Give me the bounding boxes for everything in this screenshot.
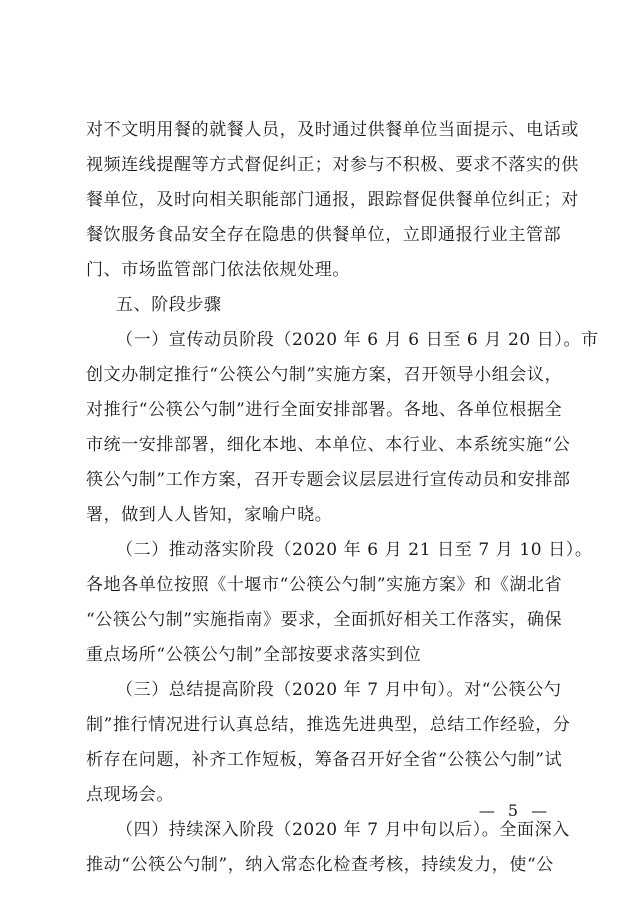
page-number: — 5 — xyxy=(478,801,552,820)
text-line: “公筷公勺制”实施指南》要求，全面抓好相关工作落实，确保 xyxy=(86,610,563,630)
body-text xyxy=(86,113,599,883)
text-line: 署，做到人人皆知，家喻户晓。 xyxy=(86,505,333,525)
paragraph-start-line: （二）推动落实阶段（2020 年 6 月 21 日至 7 月 10 日）。 xyxy=(116,540,593,560)
paragraph-start-line: （三）总结提高阶段（2020 年 7 月中旬）。对“公筷公勺 xyxy=(116,680,562,700)
text-line: 创文办制定推行“公筷公勺制”实施方案，召开领导小组会议， xyxy=(86,365,563,385)
text-line: 制”推行情况进行认真总结，推选先进典型，总结工作经验，分 xyxy=(86,715,571,735)
paragraph-start-line: （四）持续深入阶段（2020 年 7 月中旬以后）。全面深入 xyxy=(116,820,570,840)
text-line: 对不文明用餐的就餐人员，及时通过供餐单位当面提示、电话或 xyxy=(86,120,579,140)
text-line: 餐饮服务食品安全存在隐患的供餐单位，立即通报行业主管部 xyxy=(86,225,562,245)
text-line: 市统一安排部署，细化本地、本单位、本行业、本系统实施“公 xyxy=(86,435,571,455)
text-line: 餐单位，及时向相关职能部门通报，跟踪督促供餐单位纠正；对 xyxy=(86,190,579,210)
text-line: 门、市场监管部门依法依规处理。 xyxy=(86,260,350,280)
text-line: 推动“公筷公勺制”，纳入常态化检查考核，持续发力，使“公 xyxy=(86,855,554,875)
text-line: 对推行“公筷公勺制”进行全面安排部署。各地、各单位根据全 xyxy=(86,400,563,420)
paragraph-start-line: （一）宣传动员阶段（2020 年 6 月 6 日至 6 月 20 日）。市 xyxy=(116,330,599,350)
text-line: 筷公勺制”工作方案，召开专题会议层层进行宣传动员和安排部 xyxy=(86,470,571,490)
text-line: 析存在问题，补齐工作短板，筹备召开好全省“公筷公勺制”试 xyxy=(86,750,563,770)
text-line: 点现场会。 xyxy=(86,785,174,805)
text-line: 重点场所“公筷公勺制”全部按要求落实到位 xyxy=(86,645,422,665)
text-line: 视频连线提醒等方式督促纠正；对参与不积极、要求不落实的供 xyxy=(86,155,579,175)
section-heading: 五、阶段步骤 xyxy=(116,295,222,315)
text-line: 各地各单位按照《十堰市“公筷公勺制”实施方案》和《湖北省 xyxy=(86,575,563,595)
